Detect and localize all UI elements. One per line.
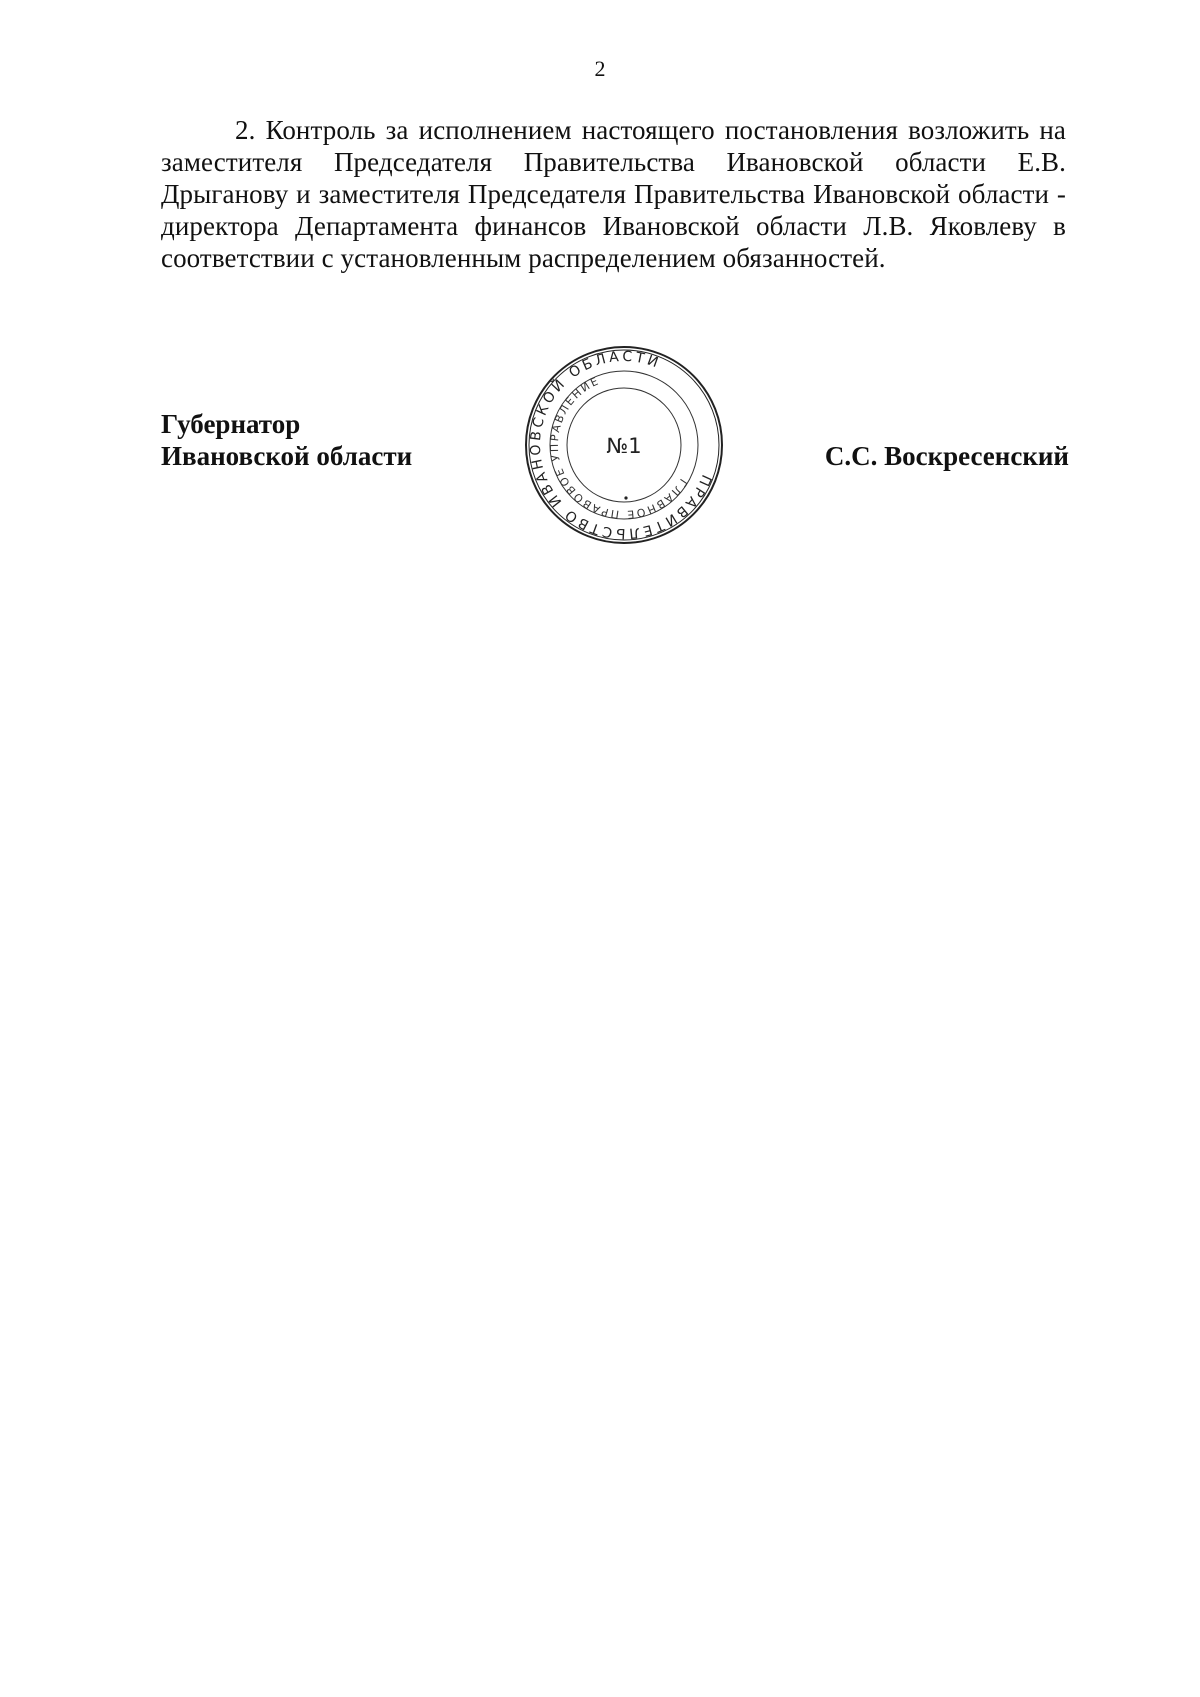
official-seal — [523, 344, 725, 546]
body-paragraph: 2. Контроль за исполнением настоящего постановления возложить на заместителя Председателя Правительства Ивановской области Е.В. Дрыганову и заместителя Председателя Правительства Ивановской области - директора Департамента финансов Ивановской области Л.В. Яковлеву в соответствии с установленным распределением обязанностей. — [161, 115, 1066, 273]
signature-name: С.С. Воскресенский — [824, 441, 1069, 471]
seal-number: №1 — [606, 434, 642, 458]
signature-title — [161, 408, 412, 472]
signature-title-line1: Губернатор — [161, 409, 301, 439]
seal-outer-textpath: ПРАВИТЕЛЬСТВО ИВАНОВСКОЙ ОБЛАСТИ — [527, 348, 715, 542]
page-number: 2 — [594, 56, 606, 81]
signature-title-line2: Ивановской области — [161, 441, 413, 471]
seal-inner-textpath: ГЛАВНОЕ ПРАВОВОЕ УПРАВЛЕНИЕ — [547, 374, 690, 522]
seal-dot — [624, 496, 627, 499]
